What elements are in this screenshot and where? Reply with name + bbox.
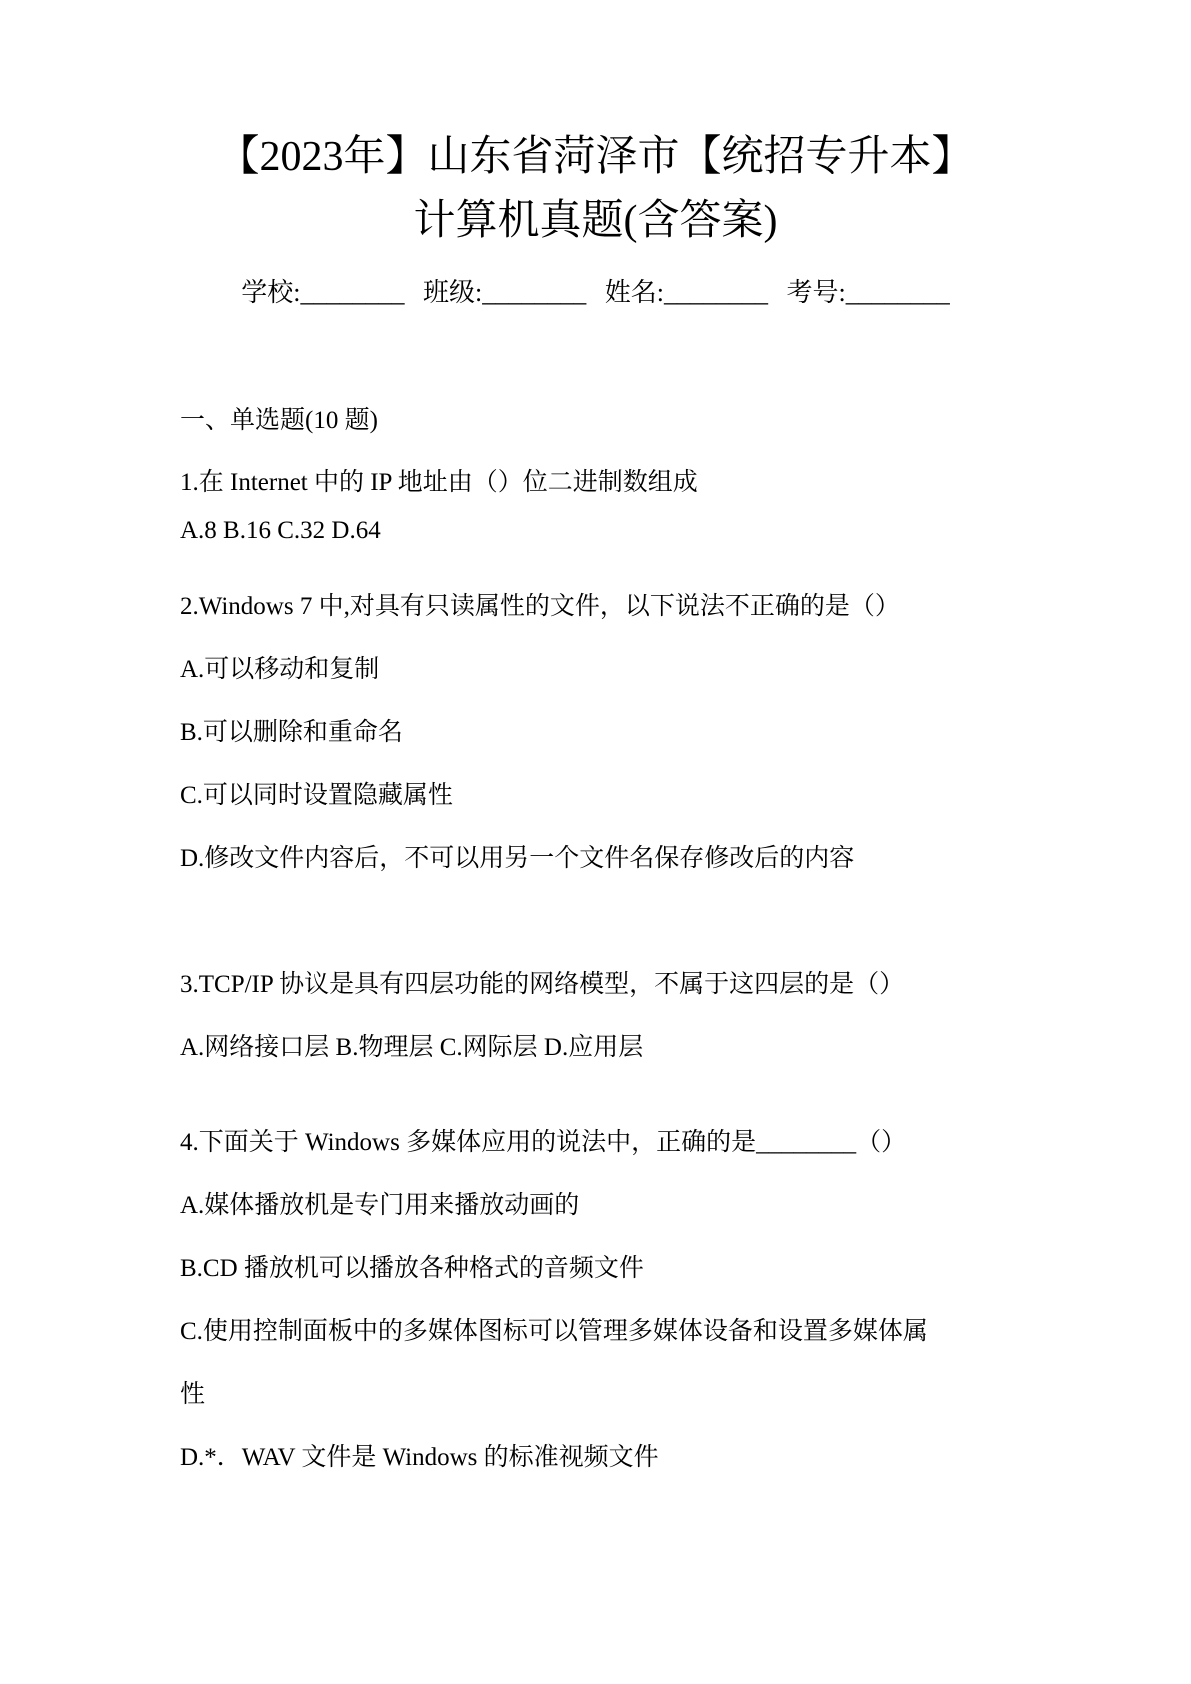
question-4-option-c: C.使用控制面板中的多媒体图标可以管理多媒体设备和设置多媒体属 [180, 1318, 928, 1345]
page-title-line-2: 计算机真题(含答案) [413, 198, 778, 244]
question-2-option-c: C.可以同时设置隐藏属性 [180, 782, 453, 809]
question-2-stem: 2.Windows 7 中,对具有只读属性的文件，以下说法不正确的是（） [180, 593, 900, 620]
question-1-stem: 1.在 Internet 中的 IP 地址由（）位二进制数组成 [180, 469, 698, 496]
question-2-option-d: D.修改文件内容后，不可以用另一个文件名保存修改后的内容 [180, 845, 855, 872]
question-3-stem: 3.TCP/IP 协议是具有四层功能的网络模型，不属于这四层的是（） [180, 971, 905, 998]
school-field: 学校:________ [241, 278, 405, 307]
page-title-line-1: 【2023年】山东省菏泽市【统招专升本】 [217, 134, 974, 180]
exam-number-field: 考号:________ [786, 278, 950, 307]
question-4-option-d: D.*．WAV 文件是 Windows 的标准视频文件 [180, 1444, 659, 1471]
class-field: 班级:________ [423, 278, 587, 307]
question-4-option-c-continued: 性 [180, 1381, 206, 1408]
question-4-option-b: B.CD 播放机可以播放各种格式的音频文件 [180, 1255, 644, 1282]
question-4-stem: 4.下面关于 Windows 多媒体应用的说法中，正确的是________（） [180, 1129, 907, 1156]
student-info-line [0, 280, 1191, 306]
question-2-option-b: B.可以删除和重命名 [180, 719, 403, 746]
question-3-options: A.网络接口层 B.物理层 C.网际层 D.应用层 [180, 1034, 644, 1061]
section-heading: 一、单选题(10 题) [180, 407, 378, 434]
question-1-options: A.8 B.16 C.32 D.64 [180, 517, 381, 544]
question-4-option-a: A.媒体播放机是专门用来播放动画的 [180, 1192, 580, 1219]
question-2-option-a: A.可以移动和复制 [180, 656, 380, 683]
name-field: 姓名:________ [604, 278, 768, 307]
